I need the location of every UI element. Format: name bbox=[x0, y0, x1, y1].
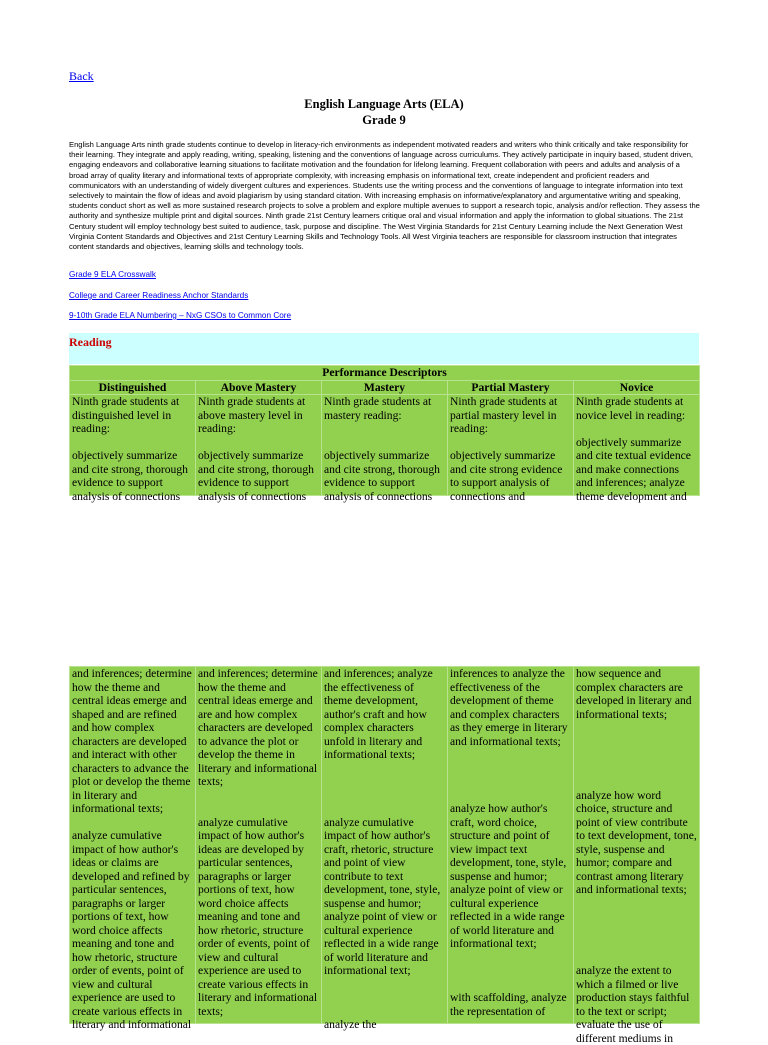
column-header-distinguished: Distinguished bbox=[70, 380, 196, 395]
table-caption: Performance Descriptors bbox=[70, 366, 700, 381]
table-cell bbox=[196, 395, 322, 503]
section-title-reading: Reading bbox=[69, 335, 112, 349]
column-header-partial-mastery: Partial Mastery bbox=[448, 380, 574, 395]
performance-table-page-1 bbox=[69, 365, 700, 503]
cell-text: inferences to analyze the effectiveness of the development of theme and complex characters as they emerge in literary and informational texts; analyze how author's craft, word choice, structure and point of view impact text development, tone, style, suspense and humor; analyze point of view or cultural experience reflected in a wide range of world literature and informational text; with scaffolding, analyze the representation of bbox=[450, 667, 568, 1018]
table-cell bbox=[196, 667, 322, 1024]
table-cell bbox=[70, 395, 196, 503]
table-cell bbox=[322, 395, 448, 503]
table-cell bbox=[574, 395, 700, 503]
back-link[interactable]: Back bbox=[69, 69, 94, 83]
page-subtitle: Grade 9 bbox=[362, 113, 406, 127]
intro-paragraph: English Language Arts ninth grade students continue to develop in literacy-rich environments as independent motivated readers and writers who think critically and take responsibility for their learning. They integrate and apply reading, writing, speaking, listening and the conventions of language across curriculums. They actively participate in inquiry based, student driven, engaging endeavors and collaborative learning situations to facilitate motivation and the foundation for lifelong learning. Frequent collaboration with peers and adults and analysis of a broad array of quality literary and informational texts of appropriate complexity, with increasing emphasis on informational text, create independent and proficient readers and communicators with an understanding of widely divergent cultures and experiences. Students use the writing process and the conventions of language to integrate information into text selectively to maintain the flow of ideas and avoid plagiarism by using standard citation. With increasing emphasis on informative/explanatory and argumentative writing and speaking, students conduct short as well as more sustained research projects to solve a problem and explore multiple avenues to support a research topic, analysis and/or reflection. They assess the authority and synthesize multiple print and digital sources. Ninth grade 21st Century learners critique oral and visual information and apply the information to global situations. The 21st Century student will employ technology best suited to audience, task, purpose and discipline. The West Virginia Standards for 21st Century Learning include the Next Generation West Virginia Content Standards and Objectives and 21st Century Learning Skills and Technology Tools. All West Virginia teachers are responsible for classroom instruction that integrates content standards and objectives, learning skills and technology tools. bbox=[69, 140, 700, 252]
cell-text: Ninth grade students at above mastery level in reading: objectively summarize and cite strong, thorough evidence to support analysis of connections bbox=[198, 395, 314, 503]
table-cell bbox=[574, 667, 700, 1045]
table-cell bbox=[70, 667, 196, 1031]
cell-text: and inferences; analyze the effectiveness of theme development, author's craft and how complex characters unfold in literary and informational texts; analyze cumulative impact of how author's craft, rhetoric, structure and point of view contribute to text development, tone, style, suspense and humor; analyze point of view or cultural experience reflected in a wide range of world literature and informational text; analyze the bbox=[324, 667, 441, 1031]
performance-table-page-2 bbox=[69, 666, 700, 1045]
cell-text: how sequence and complex characters are developed in literary and informational texts; analyze how word choice, structure and point of view contribute to text development, tone, style, suspense and humor; compare and contrast among literary and informational texts; analyze the extent to which a filmed or live production stays faithful to the text or script; evaluate the use of different mediums in bbox=[576, 667, 697, 1045]
cell-text: and inferences; determine how the theme and central ideas emerge and shaped and are refined and how complex characters are developed and interact with other characters to advance the plot or develop the theme in literary and informational texts; analyze cumulative impact of how author's ideas or claims are developed and refined by particular sentences, paragraphs or larger portions of text, how word choice affects meaning and tone and how rhetoric, structure order of events, point of view and cultural experience are used to create various effects in literary and informational bbox=[72, 667, 192, 1031]
cell-text: Ninth grade students at novice level in reading: objectively summarize and cite textual evidence and make connections and inferences; analyze theme development and bbox=[576, 395, 691, 503]
page-title: English Language Arts (ELA) bbox=[304, 97, 464, 111]
cell-text: Ninth grade students at distinguished level in reading: objectively summarize and cite strong, thorough evidence to support analysis of connections bbox=[72, 395, 188, 503]
column-header-above-mastery: Above Mastery bbox=[196, 380, 322, 395]
column-header-mastery: Mastery bbox=[322, 380, 448, 395]
column-header-novice: Novice bbox=[574, 380, 700, 395]
table-cell bbox=[448, 395, 574, 503]
cell-text: Ninth grade students at mastery reading: objectively summarize and cite strong, thorough evidence to support analysis of connections bbox=[324, 395, 440, 503]
crosswalk-link[interactable]: Grade 9 ELA Crosswalk bbox=[69, 270, 156, 279]
cell-text: Ninth grade students at partial mastery level in reading: objectively summarize and cite strong evidence to support analysis of connections and bbox=[450, 395, 563, 503]
table-cell bbox=[322, 667, 448, 1031]
anchor-standards-link[interactable]: College and Career Readiness Anchor Standards bbox=[69, 291, 249, 300]
table-cell bbox=[448, 667, 574, 1024]
cell-text: and inferences; determine how the theme and central ideas emerge and are and how complex characters are developed to advance the plot or develop the theme in literary and informational texts; analyze cumulative impact of how author's ideas are developed by particular sentences, paragraphs or larger portions of text, how word choice affects meaning and tone and how rhetoric, structure order of events, point of view and cultural experience are used to create various effects in literary and informational texts; bbox=[198, 667, 318, 1018]
section-band bbox=[69, 333, 699, 364]
numbering-link[interactable]: 9-10th Grade ELA Numbering – NxG CSOs to Common Core bbox=[69, 311, 292, 320]
